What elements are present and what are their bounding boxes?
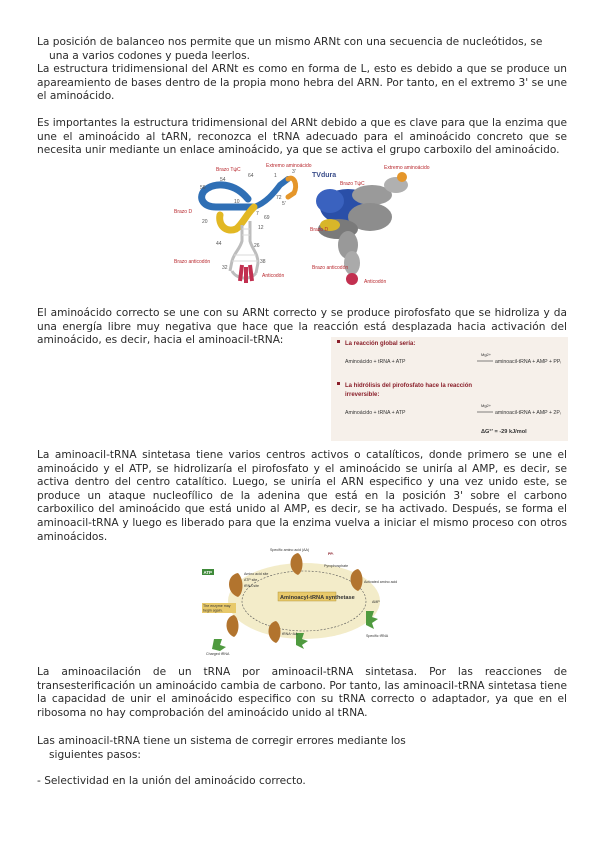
eq1-reactants: Aminoácido + tRNA + ATP: [345, 359, 406, 365]
activated-aa-label: Activated amino acid: [364, 580, 398, 584]
specific-aa-label: Specific amino acid (AA): [270, 548, 310, 552]
bullet-selectivity: [37, 775, 567, 789]
charged-trna-label: Charged tRNA: [206, 652, 230, 656]
paragraph-l-shape-text: La estructura tridimensional del ARNt es como en forma de L, esto es debido a que se produce un apareamiento de bases dentro de la propia mono hebra del ARN. Por tanto, en el extremo 3' se une el aminoácido.: [37, 63, 567, 103]
brazo-anticodon-label-right: Brazo anticodón: [312, 265, 349, 271]
num-7: 7: [256, 211, 259, 217]
trna-aa-label: tRNA~AA: [282, 632, 298, 636]
num-12: 12: [258, 225, 264, 231]
num-10: 10: [234, 199, 240, 205]
num-26: 26: [254, 243, 260, 249]
bullet-selectivity-text: - Selectividad en la unión del aminoácido correcto.: [37, 775, 306, 787]
paragraph-error-correction: [37, 735, 507, 762]
atp-label: ATP: [203, 570, 212, 575]
enzyme-note-line2: begin again.: [203, 608, 223, 613]
paragraph-aminoacylation: [37, 666, 567, 720]
trna-structure-figure: [170, 163, 430, 295]
brazo-anticodon-label-left: Brazo anticodón: [174, 259, 211, 265]
brazo-d-label-left: Brazo D: [174, 209, 193, 215]
paragraph-3d-structure-text: Es importantes la estructura tridimensional del ARNt debido a que es clave para que la enzima que une el aminoácido al tARN, reconozca el tRNA adecuado para el aminoácido concreto que se necesita unir mediante un enlace aminoácido, ya que se activa el grupo carboxilo del aminoácido.: [37, 117, 567, 157]
paragraph-synthetase-mechanism-text: La aminoacil-tRNA sintetasa tiene varios centros activos o catalíticos, donde primero se une el aminoácido y el ATP, se hidrolizaría el pirofosfato y el aminoácido se uniría al AMP, es decir, se activa dentro del centro catalítico. Luego, se uniría el ARN especifico y una vez unido este, se produce un ataque nucleofílico de la adenina que está en la posición 3' sobre el carbono carboxilico del aminoácido que está unido al AMP, es decir, se ha activado. Después, se forma el aminoacil-tRNA y luego es liberado para que la enzima vuelva a iniciar el mismo proceso con otros aminoácidos.: [37, 449, 567, 543]
num-3p: 3': [292, 169, 296, 175]
num-69: 69: [264, 215, 270, 221]
anticodon-red-ball: [346, 273, 358, 285]
num-1: 1: [274, 173, 277, 179]
extremo-aminoacido-label-right: Extremo aminoácido: [384, 165, 430, 171]
num-44: 44: [216, 241, 222, 247]
eq1-products: aminoacil-tRNA + AMP + PPᵢ: [495, 359, 562, 365]
bullet-hydrolysis-line2: irreversible:: [345, 392, 380, 398]
atp-site-label: ATP site: [244, 578, 258, 582]
num-5p: 5': [282, 201, 286, 207]
anticodon-label-left: Anticodón: [262, 273, 285, 279]
paragraph-error-correction-line2: siguientes pasos:: [49, 748, 141, 761]
num-20: 20: [202, 219, 208, 225]
paragraph-error-correction-line1: Las aminoacil-tRNA tiene un sistema de corregir errores mediante los: [37, 735, 406, 747]
bullet-1: [337, 340, 340, 343]
extremo-aminoacido-label-left: Extremo aminoácido: [266, 163, 312, 169]
brazo-tyc-label-left: Brazo TψC: [216, 167, 241, 173]
num-38: 38: [260, 259, 266, 265]
right-model-header: TVdura: [312, 172, 337, 179]
num-56: 56: [200, 185, 206, 191]
num-72: 72: [276, 195, 282, 201]
reaction-box-bg: [331, 337, 568, 441]
num-54: 54: [220, 177, 226, 183]
paragraph-wobble: [37, 36, 567, 63]
aminoacyl-trna-synthetase-cycle: [200, 545, 400, 658]
bullet-hydrolysis-line1: La hidrólisis del pirofosfato hace la reacción: [345, 383, 473, 389]
cycle-title: Aminoacyl-tRNA synthetase: [280, 595, 355, 601]
paragraph-wobble-line2: una a varios codones y pueda leerlos.: [49, 49, 251, 62]
paragraph-3d-structure: [37, 117, 567, 158]
paragraph-l-shape: [37, 63, 567, 104]
acceptor-end-ball: [397, 172, 407, 182]
amp-label: AMP: [372, 600, 380, 604]
eq2-products: aminoacil-tRNA + AMP + 2Pᵢ: [495, 410, 561, 416]
brazo-d-label-right: Brazo D: [310, 227, 329, 233]
paragraph-pyrophosphate-text: El aminoácido correcto se une con su ARNt correcto y se produce pirofosfato que se hidroliza y da una energía libre muy negativa que hace que la reacción está desplazada hacia activación del aminoácido, es decir, hacia el aminoacil-tRNA:: [37, 307, 567, 347]
brazo-tyc-label-right: Brazo TψC: [340, 181, 365, 187]
paragraph-aminoacylation-text: La aminoacilación de un tRNA por aminoacil-tRNA sintetasa. Por las reacciones de transesterificación un aminoácido cambia de carbono. Por tanto, las aminoacil-tRNA sintetasa tiene la capacidad de unir el aminoácido especifico con su tRNA correcto o adaptador, ya que en el ribosoma no hay comprobación del aminoácido unido al tRNA.: [37, 666, 567, 719]
pyrophosphate-label: Pyrophosphate: [324, 564, 349, 568]
eq2-catalyst: Mg2+: [481, 403, 492, 408]
tyc-arm-shape: [202, 185, 254, 207]
trna-site-label: tRNA site: [244, 584, 259, 588]
bullet-2: [337, 382, 340, 385]
enzyme-note-line1: The enzyme may: [203, 604, 231, 608]
amino-acid-site-label: Amino acid site: [244, 572, 269, 576]
eq2-reactants: Aminoácido + tRNA + ATP: [345, 410, 406, 416]
bullet-global-reaction: La reacción global sería:: [345, 341, 416, 347]
ppi-label: PPᵢ: [328, 552, 334, 556]
reaction-equation-box: [331, 337, 568, 441]
num-64: 64: [248, 173, 254, 179]
paragraph-synthetase-mechanism: [37, 449, 567, 544]
acceptor-end-shape: [288, 178, 296, 197]
eq1-catalyst: Mg2+: [481, 352, 492, 357]
paragraph-wobble-line1: La posición de balanceo nos permite que un mismo ARNt con una secuencia de nucleótidos, se: [37, 36, 543, 48]
num-32: 32: [222, 265, 228, 271]
delta-g-value: ΔG°' = -29 kJ/mol: [481, 429, 527, 435]
specific-trna-label: Specific tRNA: [366, 634, 389, 638]
anticodon-bases: [240, 265, 252, 283]
anticodon-label-right: Anticodón: [364, 279, 387, 285]
trna-cloverleaf-diagram: [202, 178, 296, 283]
